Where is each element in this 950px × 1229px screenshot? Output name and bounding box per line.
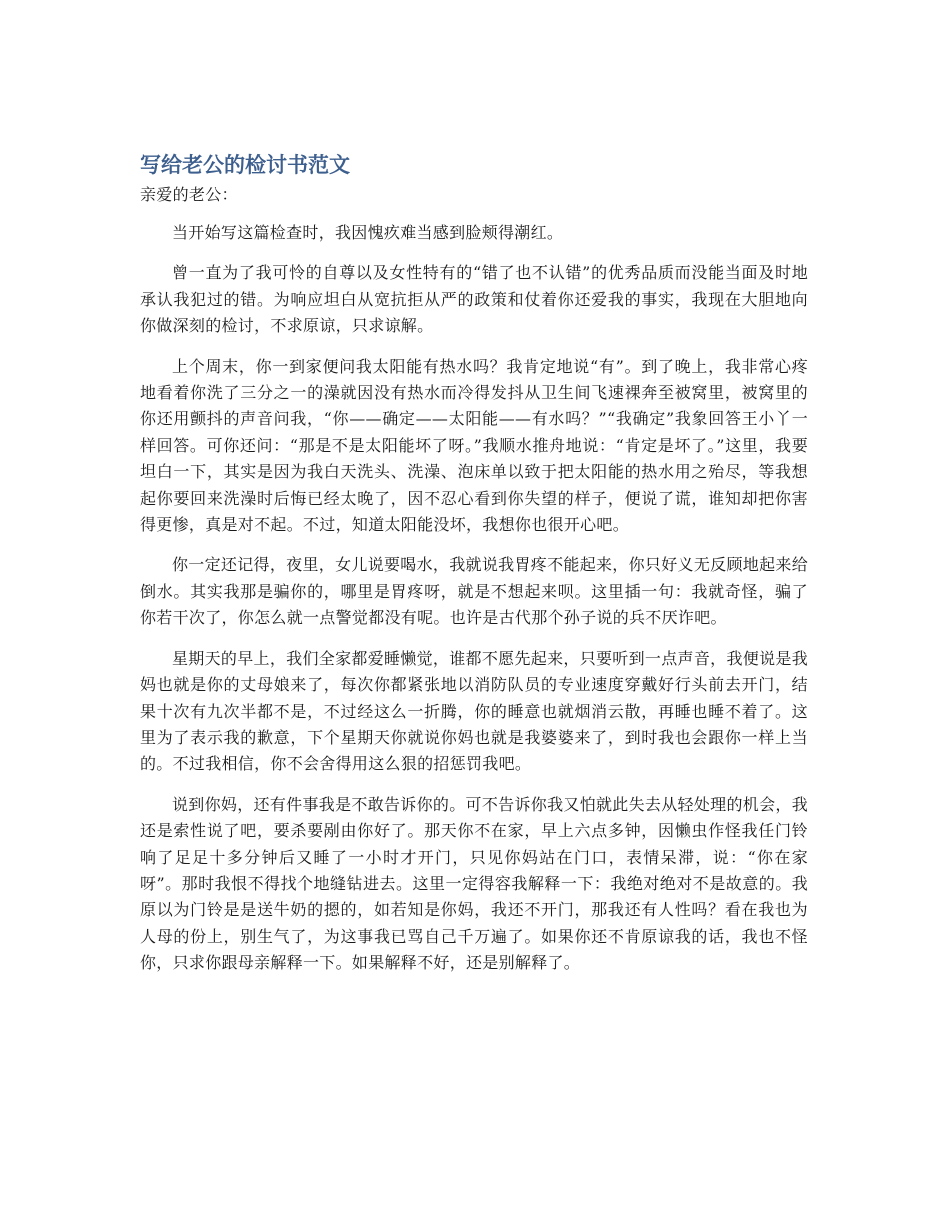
- paragraph-2: 曾一直为了我可怜的自尊以及女性特有的“错了也不认错”的优秀品质而没能当面及时地承认我犯过的错。为响应坦白从宽抗拒从严的政策和仗着你还爱我的事实，我现在大胆地向你做深刻的检讨，不求原谅，只求谅解。: [140, 263, 808, 336]
- paragraph-6: 说到你妈，还有件事我是不敢告诉你的。可不告诉你我又怕就此失去从轻处理的机会，我还是索性说了吧，要杀要剐由你好了。那天你不在家，早上六点多钟，因懒虫作怪我任门铃响了足足十多分钟后又睡了一小时才开门，只见你妈站在门口，表情呆滞，说：“你在家呀”。那时我恨不得找个地缝钻进去。这里一定得容我解释一下：我绝对绝对不是故意的。我原以为门铃是是送牛奶的摁的，如若知是你妈，我还不开门，那我还有人性吗？看在我也为人母的份上，别生气了，为这事我已骂自己千万遍了。如果你还不肯原谅我的话，我也不怪你，只求你跟母亲解释一下。如果解释不好，还是别解释了。: [140, 794, 808, 973]
- paragraph-3: 上个周末，你一到家便问我太阳能有热水吗？我肯定地说“有”。到了晚上，我非常心疼地看着你洗了三分之一的澡就因没有热水而冷得发抖从卫生间飞速裸奔至被窝里，被窝里的你还用颤抖的声音问我，“你——确定——太阳能——有水吗？”“我确定”我象回答王小丫一样回答。可你还问：“那是不是太阳能坏了呀。”我顺水推舟地说：“肯定是坏了。”这里，我要坦白一下，其实是因为我白天洗头、洗澡、泡床单以致于把太阳能的热水用之殆尽，等我想起你要回来洗澡时后悔已经太晚了，因不忍心看到你失望的样子，便说了谎，谁知却把你害得更惨，真是对不起。不过，知道太阳能没坏，我想你也很开心吧。: [140, 356, 808, 535]
- paragraph-1: 当开始写这篇检查时，我因愧疚难当感到脸颊得潮红。: [172, 223, 564, 242]
- document-title: 写给老公的检讨书范文: [140, 153, 350, 177]
- salutation: 亲爱的老公：: [140, 185, 238, 204]
- paragraph-5: 星期天的早上，我们全家都爱睡懒觉，谁都不愿先起来，只要听到一点声音，我便说是我妈也就是你的丈母娘来了，每次你都紧张地以消防队员的专业速度穿戴好行头前去开门，结果十次有九次半都不是，不过经这么一折腾，你的睡意也就烟消云散，再睡也睡不着了。这里为了表示我的歉意，下个星期天你就说你妈也就是我婆婆来了，到时我也会跟你一样上当的。不过我相信，你不会舍得用这么狠的招惩罚我吧。: [140, 648, 808, 774]
- paragraph-4: 你一定还记得，夜里，女儿说要喝水，我就说我胃疼不能起来，你只好义无反顾地起来给倒水。其实我那是骗你的，哪里是胃疼呀，就是不想起来呗。这里插一句：我就奇怪，骗了你若干次了，你怎么就一点警觉都没有呢。也许是古代那个孙子说的兵不厌诈吧。: [140, 555, 808, 628]
- document-page: [140, 150, 808, 977]
